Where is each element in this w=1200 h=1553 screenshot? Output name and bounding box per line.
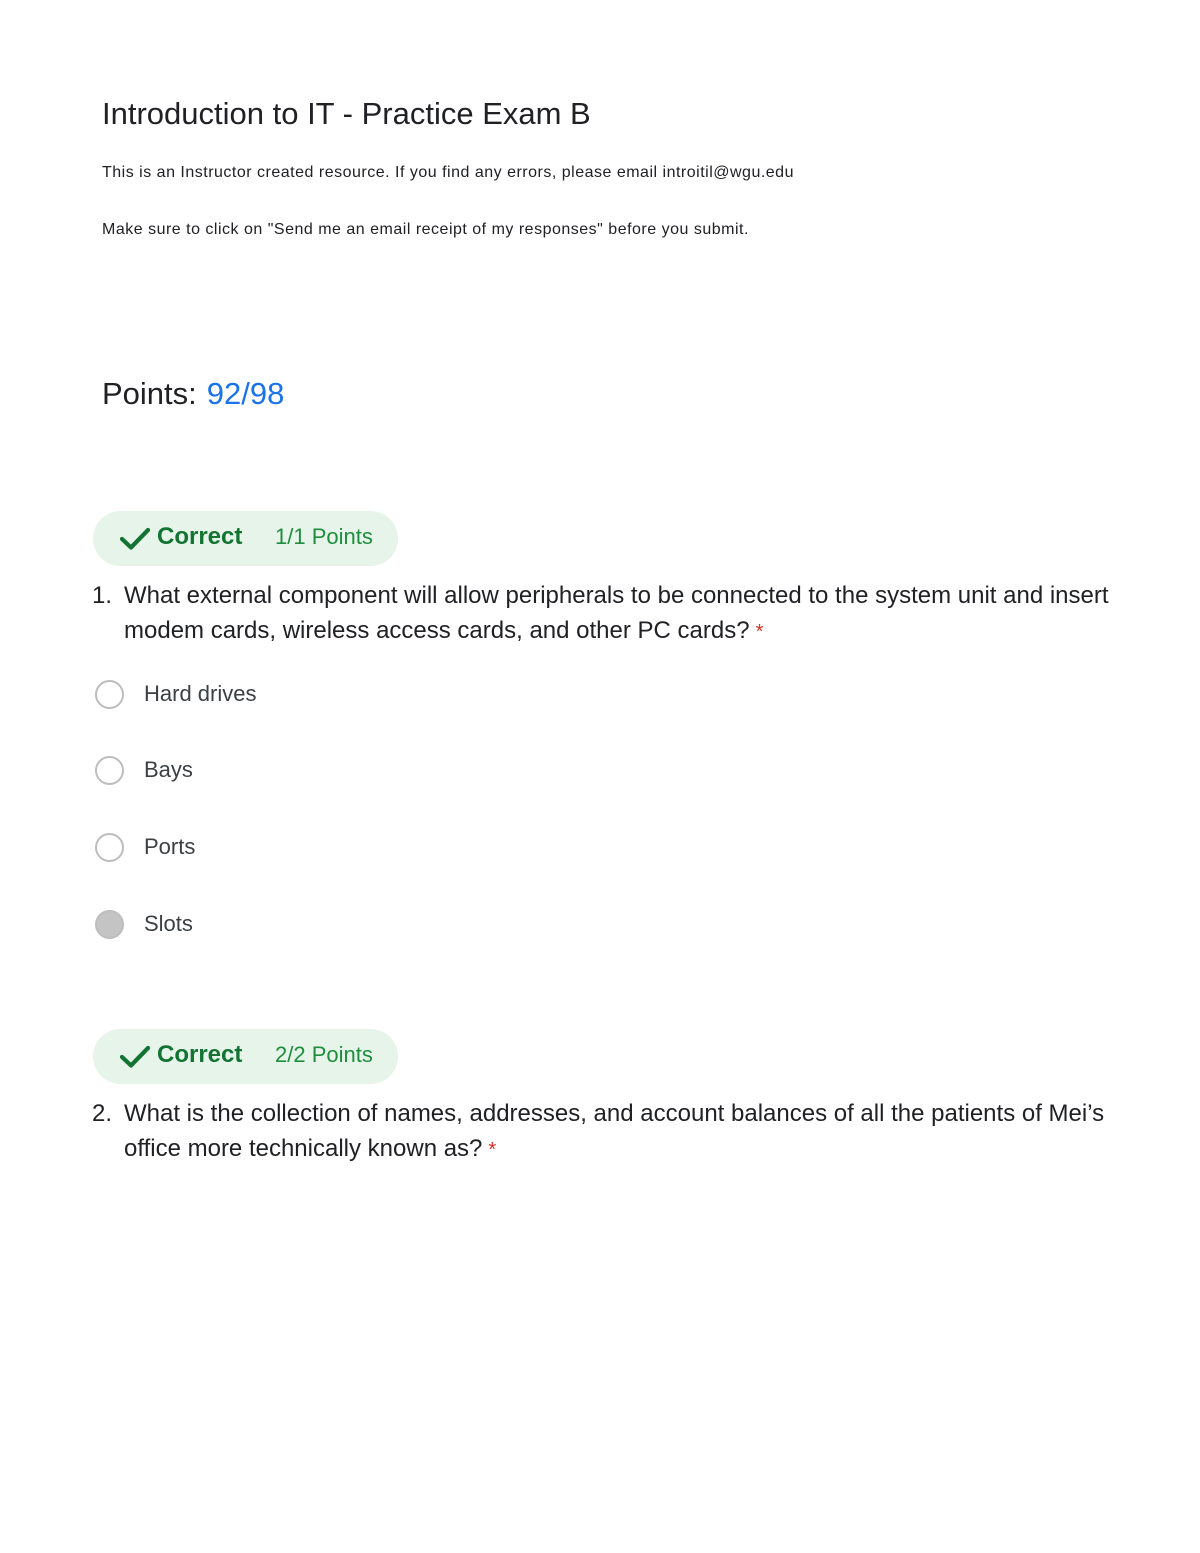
option-label: Hard drives: [144, 681, 257, 706]
total-points: [102, 376, 284, 412]
question-text: What external component will allow peripherals to be connected to the system unit and insert modem cards, wireless access cards, and other PC cards?: [124, 582, 1109, 644]
option-bays[interactable]: [95, 752, 193, 788]
question-1-result-badge: [93, 511, 398, 566]
radio-button[interactable]: [95, 756, 124, 785]
question-2: [92, 1096, 1112, 1168]
option-label: Slots: [144, 911, 193, 936]
question-2-result-badge: [93, 1029, 398, 1084]
result-points: 2/2 Points: [275, 1042, 373, 1067]
points-value: 92/98: [206, 376, 285, 411]
page-title: Introduction to IT - Practice Exam B: [102, 96, 591, 131]
question-text-wrapper: [124, 1096, 1112, 1168]
result-points: 1/1 Points: [275, 524, 373, 549]
option-hard-drives[interactable]: [95, 676, 256, 712]
required-mark: *: [755, 621, 764, 643]
option-label: Bays: [144, 757, 193, 782]
radio-button[interactable]: [95, 680, 124, 709]
result-status: Correct: [157, 1041, 243, 1068]
check-icon: [119, 1045, 151, 1069]
option-ports[interactable]: [95, 829, 195, 865]
question-number: 2.: [92, 1100, 113, 1127]
radio-button[interactable]: [95, 833, 124, 862]
option-label: Ports: [144, 834, 196, 859]
description-receipt-note: Make sure to click on "Send me an email receipt of my responses" before you submit.: [102, 221, 749, 238]
description-errors-note: This is an Instructor created resource. If you find any errors, please email introitil@wgu.edu: [102, 164, 794, 181]
check-icon: [119, 527, 151, 551]
result-status: Correct: [157, 523, 243, 550]
points-label: Points:: [102, 376, 197, 411]
question-number: 1.: [92, 582, 113, 609]
radio-button-selected[interactable]: [95, 910, 124, 939]
question-1: [92, 578, 1112, 650]
option-slots[interactable]: [95, 906, 193, 942]
question-text-wrapper: [124, 578, 1112, 650]
question-text: What is the collection of names, addresses, and account balances of all the patients of Mei’s office more technically known as?: [124, 1100, 1105, 1162]
required-mark: *: [488, 1139, 497, 1161]
